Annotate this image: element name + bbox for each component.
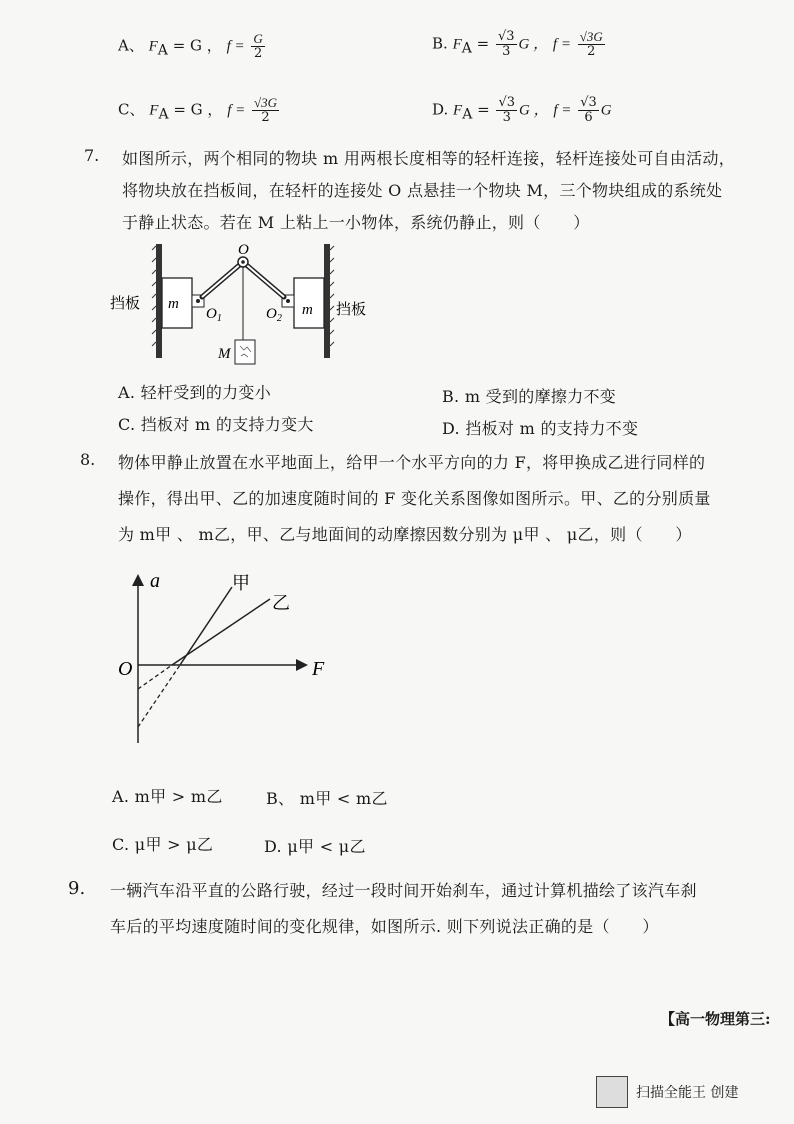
numerator: √3 [498, 95, 516, 110]
series-yi-line [172, 599, 270, 665]
denominator: 3 [502, 44, 511, 59]
force-equation-tail: G ， [519, 102, 549, 119]
question-text-line: 车后的平均速度随时间的变化规律，如图所示. 则下列说法正确的是（ ） [110, 917, 659, 936]
fraction [496, 96, 517, 125]
series-yi-label: 乙 [272, 593, 290, 613]
force-subscript: A [158, 106, 169, 123]
series-jia-dashed [138, 665, 180, 727]
question-text-line: 为 m甲 、 m乙，甲、乙与地面间的动摩擦因数分别为 μ甲 、 μ乙，则（ ） [118, 525, 692, 544]
series-jia-label: 甲 [232, 573, 250, 593]
q7-option-c: C. 挡板对 m 的支持力变大 [118, 415, 314, 434]
denominator: 3 [502, 110, 511, 125]
denominator: 2 [261, 110, 270, 125]
fraction [496, 30, 517, 59]
scanner-text: 扫描全能王 创建 [636, 1085, 739, 1101]
q6-option-d: D. $F_A$ = $\frac{√3}{3}$ G ， f = $\frac{√3}{6}$ G [432, 95, 612, 125]
fraction [578, 96, 599, 125]
friction-symbol: f = [226, 38, 245, 55]
option-letter: D. [432, 100, 449, 119]
force-subscript: A [461, 40, 472, 57]
numerator: √3G [579, 29, 603, 44]
option-letter: C、 [118, 100, 145, 119]
q6-option-c [118, 96, 281, 125]
block-big-m-label: M [218, 346, 231, 362]
numerator: √3 [580, 95, 597, 110]
q8-option-c: C. μ甲 > μ乙 [112, 835, 214, 854]
force-equation: = G ， [173, 100, 223, 119]
left-board [156, 244, 162, 358]
force-symbol: F [148, 38, 158, 55]
friction-symbol: f = [553, 102, 572, 119]
footer-title: 【高一物理第三: [660, 1010, 771, 1028]
point-o2-label: $O_2$ [266, 306, 282, 324]
q7-option-b: B. m 受到的摩擦力不变 [442, 387, 617, 406]
scanner-logo-icon [596, 1076, 628, 1108]
option-letter: A、 [118, 36, 144, 55]
left-block-label: m [168, 296, 179, 312]
right-board-hatch [330, 246, 334, 346]
y-axis-label: a [150, 570, 160, 592]
left-board-label: 挡板 [110, 296, 141, 312]
series-jia-line [180, 587, 232, 665]
friction-symbol: f = [552, 36, 571, 53]
question-text-line: 于静止状态。若在 M 上粘上一小物体，系统仍静止，则（ ） [122, 213, 590, 232]
force-equation-tail: G ， [518, 36, 549, 53]
q7-option-d: D. 挡板对 m 的支持力不变 [442, 419, 639, 438]
force-symbol: F [453, 102, 463, 119]
q7-figure [110, 240, 390, 370]
denominator: 2 [587, 44, 596, 59]
q6-option-a [118, 32, 267, 61]
point-o-label: O [238, 242, 249, 258]
fraction [251, 32, 264, 61]
left-board-hatch [152, 246, 156, 346]
right-board-label: 挡板 [336, 302, 367, 318]
question-text-line: 将物块放在挡板间，在轻杆的连接处 O 点悬挂一个物块 M，三个物块组成的系统处 [122, 181, 723, 200]
numerator: √3G [254, 95, 278, 110]
question-text-line: 操作，得出甲、乙的加速度随时间的 F 变化关系图像如图所示。甲、乙的分别质量 [118, 489, 711, 508]
friction-tail: G [600, 102, 612, 119]
right-board [324, 244, 330, 358]
numerator: √3 [497, 29, 515, 44]
q6-option-b: B. $F_A$ = $\frac{√3}{3}$ G ， f = $\frac{√3G}{2}$ [432, 29, 603, 59]
fraction [252, 96, 279, 125]
question-text-line: 如图所示，两个相同的物块 m 用两根长度相等的轻杆连接，轻杆连接处可自由活动， [122, 149, 736, 168]
right-block-label: m [302, 302, 313, 318]
q7-option-a: A. 轻杆受到的力变小 [118, 383, 272, 402]
force-equation: = G ， [172, 36, 222, 55]
q8-option-b: B、 m甲 < m乙 [266, 789, 388, 808]
question-number: 9. [68, 878, 86, 899]
q8-graph [110, 565, 350, 755]
question-number: 7. [84, 146, 100, 165]
question-text-line: 物体甲静止放置在水平地面上，给甲一个水平方向的力 F，将甲换成乙进行同样的 [118, 453, 706, 472]
force-subscript: A [157, 42, 168, 59]
x-axis-label: F [312, 658, 325, 680]
force-symbol: F [452, 36, 462, 53]
question-number: 8. [80, 450, 96, 469]
denominator: 6 [584, 110, 593, 125]
point-o1-label: $O_1$ [206, 306, 222, 324]
friction-symbol: f = [227, 102, 246, 119]
hanging-block [235, 340, 255, 364]
q8-option-d: D. μ甲 < μ乙 [264, 837, 366, 856]
scanner-watermark [596, 1076, 738, 1108]
fraction [578, 30, 605, 59]
origin-label: O [118, 658, 133, 680]
option-letter: B. [432, 34, 448, 53]
numerator: G [253, 31, 263, 46]
force-subscript: A [462, 106, 473, 123]
question-text-line: 一辆汽车沿平直的公路行驶，经过一段时间开始刹车，通过计算机描绘了该汽车刹 [110, 881, 697, 900]
force-symbol: F [149, 102, 159, 119]
denominator: 2 [253, 46, 263, 61]
q8-option-a: A. m甲 > m乙 [112, 787, 223, 806]
